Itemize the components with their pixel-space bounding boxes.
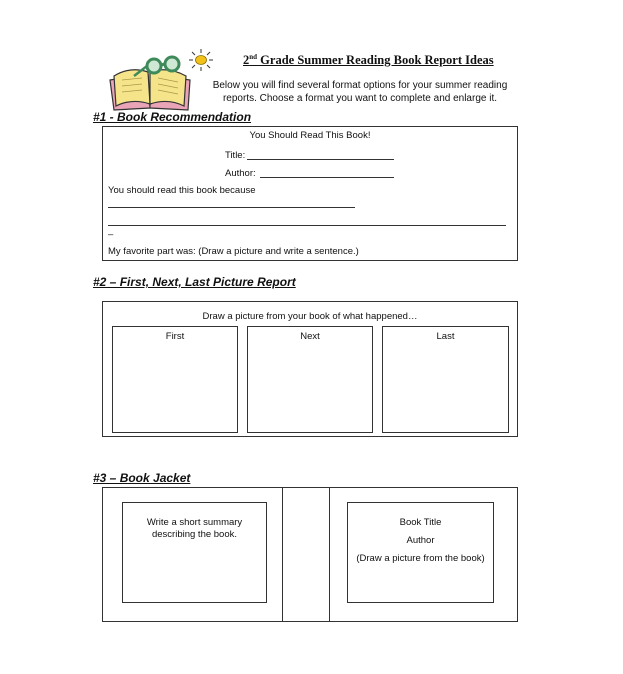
because-label: You should read this book because <box>108 185 256 196</box>
section2-heading: #2 – First, Next, Last Picture Report <box>93 275 296 289</box>
book-glasses-icon <box>104 52 200 112</box>
front-cover-title: Book Title <box>399 517 442 528</box>
title-label: Title: <box>225 150 246 161</box>
favorite-part-label: My favorite part was: (Draw a picture and write a sentence.) <box>108 246 359 257</box>
because-line-1[interactable] <box>108 207 355 208</box>
author-label: Author: <box>225 168 256 179</box>
jacket-spine-left <box>282 487 283 622</box>
page-title: 2nd Grade Summer Reading Book Report Ideas <box>243 53 494 68</box>
last-panel-label: Last <box>436 331 455 342</box>
recommendation-box-title: You Should Read This Book! <box>249 130 371 141</box>
trailing-dash: – <box>108 229 114 240</box>
section3-heading: #3 – Book Jacket <box>93 471 191 485</box>
front-cover-picture-note: (Draw a picture from the book) <box>356 553 485 564</box>
because-line-2[interactable] <box>108 225 506 226</box>
first-panel-label: First <box>165 331 185 342</box>
next-panel-label: Next <box>300 331 320 342</box>
intro-text: Below you will find several format options for your summer reading reports. Choose a format you want to complete and enlarge it. <box>212 80 508 104</box>
next-panel[interactable] <box>247 326 373 433</box>
last-panel[interactable] <box>382 326 509 433</box>
author-line[interactable] <box>260 177 394 178</box>
first-panel[interactable] <box>112 326 238 433</box>
jacket-spine-right <box>329 487 330 622</box>
sun-icon <box>188 48 214 72</box>
picture-report-instruction: Draw a picture from your book of what happened… <box>202 311 418 322</box>
back-cover-text: Write a short summary describing the book. <box>146 517 243 540</box>
title-line[interactable] <box>247 159 394 160</box>
front-cover-author: Author <box>406 535 435 546</box>
section1-heading: #1 - Book Recommendation <box>93 110 252 124</box>
